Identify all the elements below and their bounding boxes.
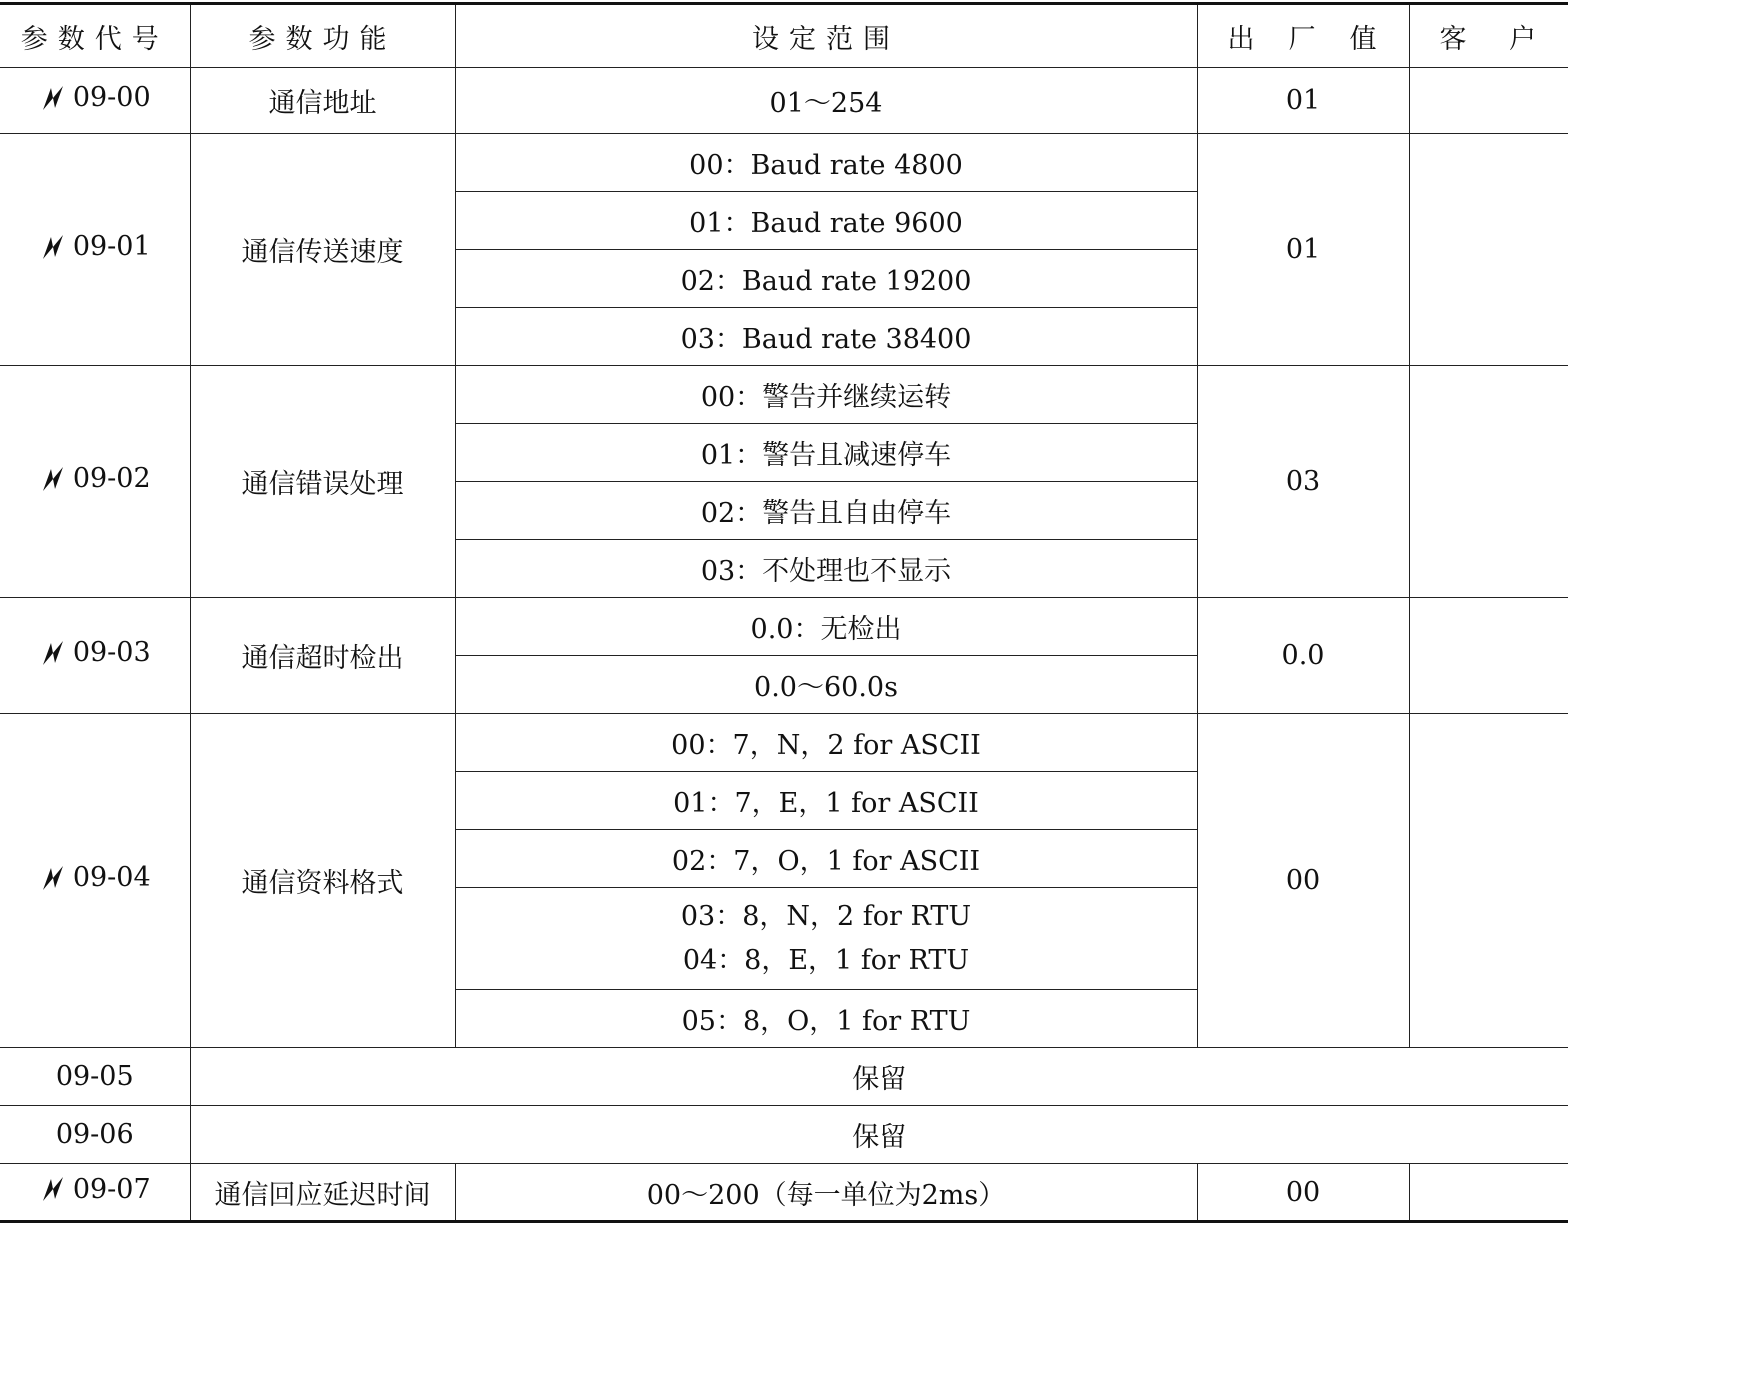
reserved-cell: 保留 <box>190 1106 1568 1164</box>
factory-value-cell: 03 <box>1197 366 1409 598</box>
factory-value-cell: 0.0 <box>1197 598 1409 714</box>
param-code-cell: 09-02 <box>0 366 190 598</box>
parameter-table <box>0 2 1568 1223</box>
lightning-bolt-icon <box>39 84 69 112</box>
factory-value-cell: 01 <box>1197 68 1409 134</box>
param-code-cell: 09-05 <box>0 1048 190 1106</box>
lightning-bolt-icon <box>39 639 69 667</box>
param-function-cell: 通信地址 <box>190 68 455 134</box>
range-cell: 03：Baud rate 38400 <box>455 308 1197 366</box>
customer-cell <box>1409 714 1568 1048</box>
table-row <box>0 366 1568 424</box>
table-row <box>0 1164 1568 1222</box>
customer-cell <box>1409 1164 1568 1222</box>
param-code-cell: 09-07 <box>0 1164 190 1222</box>
table-row <box>0 134 1568 192</box>
range-cell: 02：7，O，1 for ASCII <box>455 830 1197 888</box>
table-row <box>0 714 1568 772</box>
param-function-cell: 通信资料格式 <box>190 714 455 1048</box>
header-function: 参数功能 <box>190 4 455 68</box>
range-cell: 03：不处理也不显示 <box>455 540 1197 598</box>
range-cell: 02：Baud rate 19200 <box>455 250 1197 308</box>
customer-cell <box>1409 366 1568 598</box>
param-function-cell: 通信回应延迟时间 <box>190 1164 455 1222</box>
range-cell: 00：7，N，2 for ASCII <box>455 714 1197 772</box>
range-cell: 05：8，O，1 for RTU <box>455 990 1197 1048</box>
factory-value-cell: 01 <box>1197 134 1409 366</box>
param-code-cell: 09-06 <box>0 1106 190 1164</box>
range-cell: 00～200（每一单位为2ms） <box>455 1164 1197 1222</box>
range-cell: 01：警告且减速停车 <box>455 424 1197 482</box>
customer-cell <box>1409 598 1568 714</box>
param-function-cell: 通信错误处理 <box>190 366 455 598</box>
reserved-cell: 保留 <box>190 1048 1568 1106</box>
param-function-cell: 通信传送速度 <box>190 134 455 366</box>
range-cell: 0.0～60.0s <box>455 656 1197 714</box>
lightning-bolt-icon <box>39 1175 69 1203</box>
customer-cell <box>1409 134 1568 366</box>
param-code-cell: 09-01 <box>0 134 190 366</box>
header-range: 设定范围 <box>455 4 1197 68</box>
range-cell: 01：7，E，1 for ASCII <box>455 772 1197 830</box>
lightning-bolt-icon <box>39 465 69 493</box>
range-cell: 00：警告并继续运转 <box>455 366 1197 424</box>
range-cell: 01：Baud rate 9600 <box>455 192 1197 250</box>
param-code-cell: 09-04 <box>0 714 190 1048</box>
header-code: 参数代号 <box>0 4 190 68</box>
param-code-cell: 09-00 <box>0 68 190 134</box>
factory-value-cell: 00 <box>1197 1164 1409 1222</box>
header-customer: 客 户 <box>1409 4 1568 68</box>
range-cell: 01～254 <box>455 68 1197 134</box>
lightning-bolt-icon <box>39 233 69 261</box>
lightning-bolt-icon <box>39 864 69 892</box>
range-cell: 0.0：无检出 <box>455 598 1197 656</box>
customer-cell <box>1409 68 1568 134</box>
table-row <box>0 1048 1568 1106</box>
param-code-cell: 09-03 <box>0 598 190 714</box>
range-cell: 02：警告且自由停车 <box>455 482 1197 540</box>
factory-value-cell: 00 <box>1197 714 1409 1048</box>
range-cell: 03：8，N，2 for RTU 04：8，E，1 for RTU <box>455 888 1197 990</box>
header-factory: 出 厂 值 <box>1197 4 1409 68</box>
header-row <box>0 4 1568 68</box>
range-cell: 00：Baud rate 4800 <box>455 134 1197 192</box>
table-row <box>0 1106 1568 1164</box>
table-row <box>0 598 1568 656</box>
table-row <box>0 68 1568 134</box>
param-function-cell: 通信超时检出 <box>190 598 455 714</box>
